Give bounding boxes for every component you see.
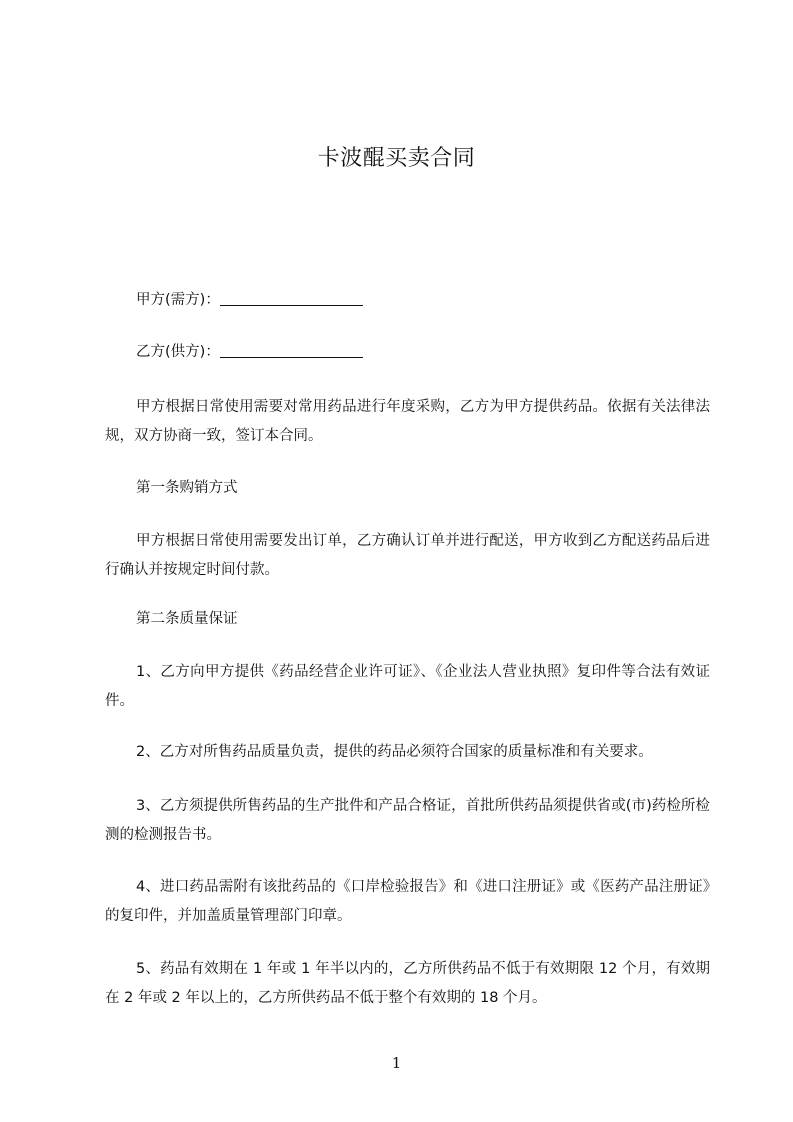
intro-paragraph: 甲方根据日常使用需要对常用药品进行年度采购，乙方为甲方提供药品。依据有关法律法规，双方协商一致，签订本合同。 (105, 399, 710, 444)
party-b-line (105, 338, 746, 367)
article1-heading: 第一条购销方式 (136, 480, 238, 496)
party-a-line (105, 286, 746, 315)
clause-4: 4、进口药品需附有该批药品的《口岸检验报告》和《进口注册证》或《医药产品注册证》的复印件，并加盖质量管理部门印章。 (105, 879, 710, 924)
document-title: 卡波醌买卖合同 (317, 146, 476, 171)
party-a-label: 甲方(需方)： (136, 292, 220, 308)
page-number: 1 (391, 1054, 402, 1072)
clause-5: 5、药品有效期在 1 年或 1 年半以内的，乙方所供药品不低于有效期限 12 个月，有效期在 2 年或 2 年以上的，乙方所供药品不低于整个有效期的 18 个月。 (105, 961, 710, 1006)
article1-paragraph: 甲方根据日常使用需要发出订单，乙方确认订单并进行配送，甲方收到乙方配送药品后进行确认并按规定时间付款。 (105, 533, 710, 578)
clause-1: 1、乙方向甲方提供《药品经营企业许可证》、《企业法人营业执照》复印件等合法有效证件。 (105, 664, 710, 709)
party-a-blank[interactable] (220, 291, 363, 306)
clause-2: 2、乙方对所售药品质量负责，提供的药品必须符合国家的质量标准和有关要求。 (136, 744, 653, 760)
party-b-label: 乙方(供方)： (136, 344, 220, 360)
clause-3: 3、乙方须提供所售药品的生产批件和产品合格证，首批所供药品须提供省或(市)药检所检测的检测报告书。 (105, 798, 710, 843)
party-b-blank[interactable] (220, 343, 363, 358)
article2-heading: 第二条质量保证 (136, 611, 238, 627)
